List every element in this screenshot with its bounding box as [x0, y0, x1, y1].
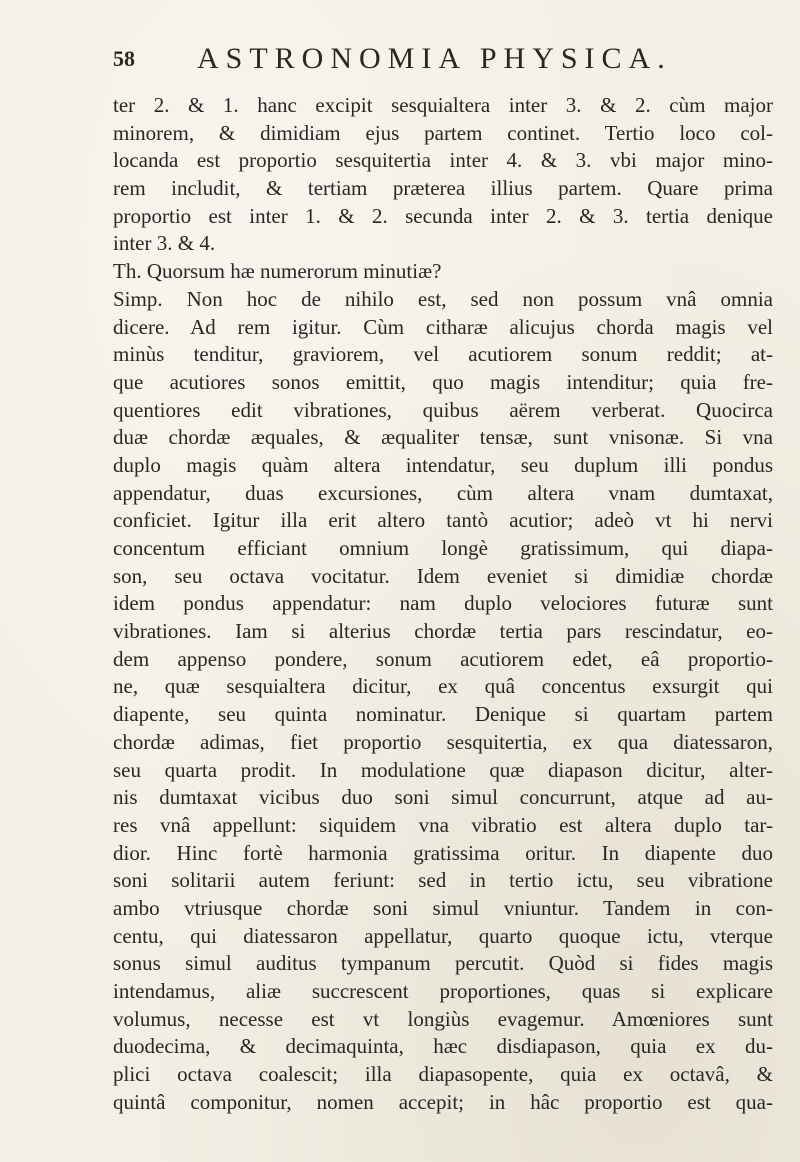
text-line: Th. Quorsum hæ numerorum minutiæ? — [113, 259, 442, 284]
text-line: dicere. Ad rem igitur. Cùm citharæ alicujus chorda magis vel — [113, 314, 773, 339]
text-line: intendamus, aliæ succrescent proportiones, quas si explicare — [113, 979, 773, 1003]
page-number: 58 — [113, 46, 135, 71]
text-line: duæ chordæ æquales, & æqualiter tensæ, sunt vnisonæ. Si vna — [113, 425, 773, 450]
text-line: inter 3. & 4. — [113, 231, 216, 256]
text-line: idem pondus appendatur: nam duplo velociores futuræ sunt — [113, 591, 773, 616]
text-line: vibrationes. Iam si alterius chordæ tertia pars rescindatur, eo- — [113, 619, 773, 644]
text-line: res vnâ appellunt: siquidem vna vibratio est altera duplo tar- — [113, 812, 773, 837]
text-line: chordæ adimas, fiet proportio sesquitertia, ex qua diatessaron, — [113, 729, 773, 754]
text-line: son, seu octava vocitatur. Idem eveniet si dimidiæ chordæ — [113, 563, 773, 588]
text-line: plici octava coalescit; illa diapasopente, quia ex octavâ, & — [113, 1062, 773, 1087]
text-line: duplo magis quàm altera intendatur, seu duplum illi pondus — [113, 452, 773, 477]
text-line: seu quarta prodit. In modulatione quæ diapason dicitur, alter- — [113, 757, 773, 782]
text-line: locanda est proportio sesquitertia inter 4. & 3. vbi major mino- — [113, 148, 773, 173]
text-line: nis dumtaxat vicibus duo soni simul concurrunt, atque ad au- — [113, 785, 773, 810]
text-line: ter 2. & 1. hanc excipit sesquialtera inter 3. & 2. cùm major — [113, 93, 773, 117]
text-line: dior. Hinc fortè harmonia gratissima oritur. In diapente duo — [113, 840, 773, 865]
text-line: proportio est inter 1. & 2. secunda inter 2. & 3. tertia denique — [113, 203, 773, 228]
text-line: soni solitarii autem feriunt: sed in tertio ictu, seu vibratione — [113, 868, 773, 893]
text-line: quintâ componitur, nomen accepit; in hâc proportio est qua- — [113, 1089, 773, 1114]
text-line: minùs tenditur, graviorem, vel acutiorem sonum reddit; at- — [113, 342, 773, 367]
text-line: diapente, seu quinta nominatur. Denique si quartam partem — [113, 702, 773, 727]
text-line: minorem, & dimidiam ejus partem continet. Tertio loco col- — [113, 120, 773, 145]
running-title: ASTRONOMIA PHYSICA. — [197, 42, 672, 75]
text-line: ambo vtriusque chordæ soni simul vniuntur. Tandem in con- — [113, 895, 773, 920]
text-line: centu, qui diatessaron appellatur, quarto quoque ictu, vterque — [113, 923, 773, 948]
text-line: rem includit, & tertiam præterea illius partem. Quare prima — [113, 176, 773, 201]
text-line: Simp. Non hoc de nihilo est, sed non possum vnâ omnia — [113, 286, 773, 311]
text-line: appendatur, duas excursiones, cùm altera vnam dumtaxat, — [113, 480, 773, 505]
text-line: quentiores edit vibrationes, quibus aërem verberat. Quocirca — [113, 397, 773, 422]
body-text — [113, 92, 773, 1116]
text-line: que acutiores sonos emittit, quo magis intenditur; quia fre- — [113, 369, 773, 394]
text-line: volumus, necesse est vt longiùs evagemur. Amœniores sunt — [113, 1006, 773, 1031]
text-line: duodecima, & decimaquinta, hæc disdiapason, quia ex du- — [113, 1034, 773, 1059]
text-line: dem appenso pondere, sonum acutiorem edet, eâ proportio- — [113, 646, 773, 671]
text-line: ne, quæ sesquialtera dicitur, ex quâ concentus exsurgit qui — [113, 674, 773, 699]
text-line: concentum efficiant omnium longè gratissimum, qui diapa- — [113, 536, 773, 560]
running-head — [113, 38, 763, 78]
text-line: conficiet. Igitur illa erit altero tantò acutior; adeò vt hi nervi — [113, 508, 773, 533]
text-line: sonus simul auditus tympanum percutit. Quòd si fides magis — [113, 951, 773, 976]
